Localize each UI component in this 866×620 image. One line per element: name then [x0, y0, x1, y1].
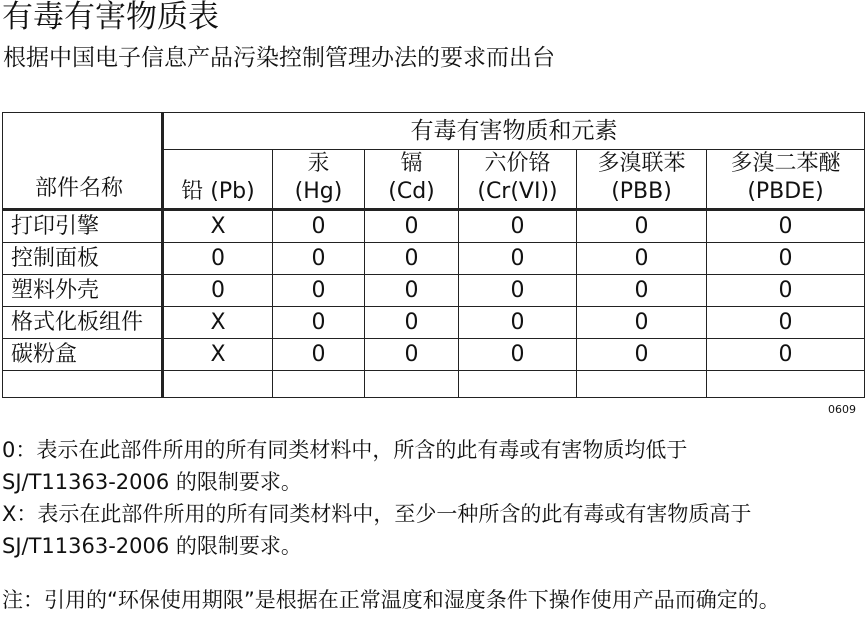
column-header-line2: (PBDE): [747, 179, 824, 204]
empty-cell: [365, 371, 459, 398]
note-remark: 注：引用的“环保使用期限”是根据在正常温度和湿度条件下操作使用产品而确定的。: [2, 588, 780, 612]
hazardous-substances-table: [2, 112, 865, 398]
value-cell: 0: [273, 210, 365, 243]
value-cell: 0: [707, 307, 865, 339]
table-row: [3, 243, 865, 275]
column-header-line1: 汞: [307, 151, 330, 176]
column-header-pb: [163, 150, 273, 210]
part-name-cell: 碳粉盒: [3, 339, 163, 371]
value-cell: 0: [365, 307, 459, 339]
value-cell: 0: [459, 243, 577, 275]
note-x-line2: SJ/T11363-2006 的限制要求。: [2, 534, 302, 558]
empty-cell: [273, 371, 365, 398]
value-cell: 0: [365, 275, 459, 307]
column-header-cd: [365, 150, 459, 210]
column-header-line2: [164, 206, 272, 208]
empty-cell: [459, 371, 577, 398]
value-cell: 0: [577, 275, 707, 307]
value-cell: 0: [273, 339, 365, 371]
column-header-line1: 铅 (Pb): [181, 179, 255, 204]
part-name-header: 部件名称: [3, 113, 163, 210]
note-x-line1: X：表示在此部件所用的所有同类材料中，至少一种所含的此有毒或有害物质高于: [2, 502, 752, 526]
value-cell: 0: [577, 210, 707, 243]
value-cell: 0: [273, 307, 365, 339]
table-row: [3, 275, 865, 307]
value-cell: 0: [707, 275, 865, 307]
empty-cell: [707, 371, 865, 398]
column-header-hg: [273, 150, 365, 210]
table-row: [3, 307, 865, 339]
part-name-cell: 控制面板: [3, 243, 163, 275]
column-header-line2: (Hg): [294, 179, 343, 204]
value-cell: 0: [707, 243, 865, 275]
column-header-line2: (Cr(VI)): [477, 179, 558, 204]
value-cell: 0: [365, 339, 459, 371]
value-cell: 0: [273, 243, 365, 275]
value-cell: 0: [273, 275, 365, 307]
column-header-pbb: [577, 150, 707, 210]
note-zero-line2: SJ/T11363-2006 的限制要求。: [2, 470, 302, 494]
part-name-cell: 格式化板组件: [3, 307, 163, 339]
table-row-empty: [3, 371, 865, 398]
column-header-cr6: [459, 150, 577, 210]
value-cell: 0: [459, 307, 577, 339]
empty-cell: [577, 371, 707, 398]
value-cell: 0: [459, 275, 577, 307]
value-cell: 0: [163, 243, 273, 275]
column-header-line1: 六价铬: [484, 151, 551, 176]
column-header-line1: 多溴联苯: [597, 151, 686, 176]
column-header-pbde: [707, 150, 865, 210]
column-header-line2: (Cd): [388, 179, 435, 204]
notes-section: [2, 434, 780, 616]
table-row: [3, 339, 865, 371]
substances-group-header: 有毒有害物质和元素: [163, 113, 865, 150]
value-cell: X: [163, 307, 273, 339]
column-header-line1: 镉: [400, 151, 423, 176]
page-title: 有毒有害物质表: [2, 0, 219, 35]
value-cell: 0: [365, 210, 459, 243]
value-cell: 0: [707, 339, 865, 371]
empty-cell: [3, 371, 163, 398]
part-name-cell: 塑料外壳: [3, 275, 163, 307]
empty-cell: [163, 371, 273, 398]
document-code: 0609: [828, 403, 856, 416]
value-cell: 0: [163, 275, 273, 307]
value-cell: X: [163, 210, 273, 243]
column-header-line2: (PBB): [611, 179, 672, 204]
spacer: [2, 562, 780, 584]
value-cell: 0: [365, 243, 459, 275]
column-header-line1: 多溴二苯醚: [730, 151, 841, 176]
table-row: [3, 210, 865, 243]
value-cell: 0: [459, 339, 577, 371]
page-subtitle: 根据中国电子信息产品污染控制管理办法的要求而出台: [3, 45, 555, 71]
note-zero-line1: 0：表示在此部件所用的所有同类材料中，所含的此有毒或有害物质均低于: [2, 438, 688, 462]
value-cell: 0: [577, 243, 707, 275]
value-cell: X: [163, 339, 273, 371]
part-name-cell: 打印引擎: [3, 210, 163, 243]
value-cell: 0: [459, 210, 577, 243]
value-cell: 0: [577, 339, 707, 371]
value-cell: 0: [577, 307, 707, 339]
value-cell: 0: [707, 210, 865, 243]
